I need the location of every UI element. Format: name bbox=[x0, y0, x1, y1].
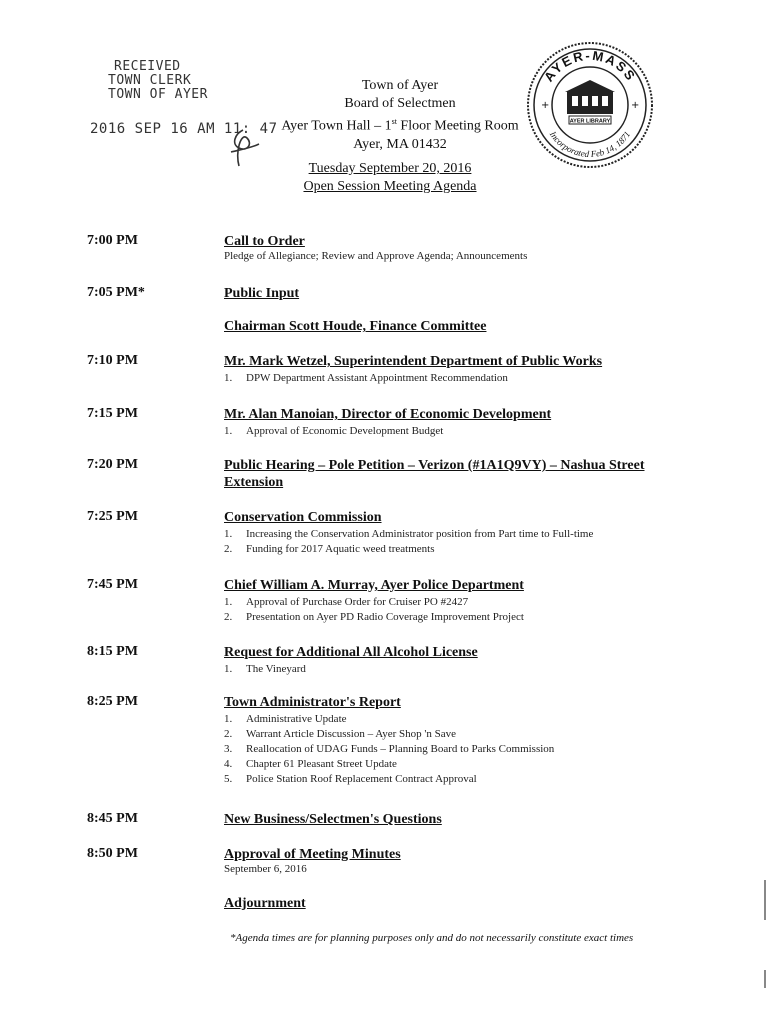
subitem: 1. Administrative Update bbox=[224, 713, 347, 725]
item-title: Mr. Alan Manoian, Director of Economic Development bbox=[224, 407, 552, 422]
seal-top-text: AYER-MASS bbox=[540, 47, 640, 85]
item-time: 7:25 PM bbox=[87, 509, 138, 524]
town-address: Ayer, MA 01432 bbox=[353, 136, 447, 152]
item-time: 8:25 PM bbox=[87, 694, 138, 709]
item-note: Pledge of Allegiance; Review and Approve Agenda; Announcements bbox=[224, 250, 528, 262]
received-stamp bbox=[90, 60, 208, 102]
item-note: September 6, 2016 bbox=[224, 863, 307, 875]
item-title: Public Input bbox=[224, 286, 300, 301]
seal-bottom-text: Incorporated Feb 14, 1871 bbox=[547, 129, 633, 160]
svg-text:AYER-MASS bbox=[541, 48, 639, 85]
scan-edge-mark bbox=[764, 880, 766, 920]
item-subitems bbox=[224, 424, 443, 439]
scan-edge-mark bbox=[764, 970, 766, 988]
item-time: 8:50 PM bbox=[87, 846, 138, 861]
subitem: 4. Chapter 61 Pleasant Street Update bbox=[224, 758, 397, 770]
subitem: 1. Approval of Economic Development Budget bbox=[224, 425, 444, 437]
subitem: 5. Police Station Roof Replacement Contract Approval bbox=[224, 773, 477, 785]
item-subitems bbox=[224, 595, 524, 625]
item-subitems bbox=[224, 527, 593, 557]
item-title: New Business/Selectmen's Questions bbox=[224, 812, 442, 827]
item-title: Chairman Scott Houde, Finance Committee bbox=[224, 319, 487, 334]
item-title: Approval of Meeting Minutes bbox=[224, 847, 401, 862]
item-time: 7:45 PM bbox=[87, 577, 138, 592]
item-title: Town Administrator's Report bbox=[224, 695, 401, 710]
meeting-location: Ayer Town Hall – 1st Floor Meeting Room bbox=[281, 117, 519, 134]
item-title: Call to Order bbox=[224, 234, 305, 249]
stamp-date: 2016 SEP 16 AM 11: 47 bbox=[90, 121, 278, 137]
item-title: Chief William A. Murray, Ayer Police Department bbox=[224, 578, 524, 593]
svg-text:Incorporated Feb 14, 1871 bbox=[547, 129, 632, 159]
subitem: 3. Reallocation of UDAG Funds – Planning Board to Parks Commission bbox=[224, 743, 555, 755]
seal-center-text: AYER LIBRARY bbox=[569, 118, 611, 125]
town-seal bbox=[525, 40, 655, 170]
item-title: Mr. Mark Wetzel, Superintendent Department of Public Works bbox=[224, 354, 603, 369]
item-time: 7:05 PM* bbox=[87, 285, 145, 300]
meeting-date: Tuesday September 20, 2016 bbox=[308, 161, 472, 176]
subitem: 1. Approval of Purchase Order for Cruiser PO #2427 bbox=[224, 596, 469, 608]
stamp-received: RECEIVED bbox=[114, 59, 181, 74]
item-title: Public Hearing – Pole Petition – Verizon (#1A1Q9VY) – Nashua Street Extension bbox=[224, 458, 645, 490]
meeting-type: Open Session Meeting Agenda bbox=[303, 179, 477, 194]
item-title: Adjournment bbox=[224, 896, 306, 911]
subitem: 2. Presentation on Ayer PD Radio Coverage Improvement Project bbox=[224, 611, 524, 623]
svg-text:+: + bbox=[541, 100, 550, 111]
item-time: 7:10 PM bbox=[87, 353, 138, 368]
subitem: 2. Warrant Article Discussion – Ayer Shop 'n Save bbox=[224, 728, 456, 740]
subitem: 1. Increasing the Conservation Administrator position from Part time to Full-time bbox=[224, 528, 594, 540]
item-subitems bbox=[224, 371, 508, 386]
item-time: 7:15 PM bbox=[87, 406, 138, 421]
stamp-town-clerk: TOWN CLERK bbox=[108, 73, 192, 88]
item-title: Request for Additional All Alcohol License bbox=[224, 645, 478, 660]
agenda-footnote: *Agenda times are for planning purposes only and do not necessarily constitute exact times bbox=[230, 932, 634, 944]
meeting-heading bbox=[220, 160, 560, 196]
item-subitems bbox=[224, 712, 554, 787]
subitem: 1. DPW Department Assistant Appointment Recommendation bbox=[224, 372, 508, 384]
stamp-town: TOWN OF AYER bbox=[108, 87, 208, 102]
item-time: 8:45 PM bbox=[87, 811, 138, 826]
svg-text:+: + bbox=[631, 100, 640, 111]
item-title: Conservation Commission bbox=[224, 510, 382, 525]
item-time: 7:00 PM bbox=[87, 233, 138, 248]
item-subitems bbox=[224, 662, 306, 677]
subitem: 1. The Vineyard bbox=[224, 663, 306, 675]
item-time: 8:15 PM bbox=[87, 644, 138, 659]
subitem: 2. Funding for 2017 Aquatic weed treatments bbox=[224, 543, 435, 555]
board-name: Board of Selectmen bbox=[344, 96, 456, 111]
item-time: 7:20 PM bbox=[87, 457, 138, 472]
town-name: Town of Ayer bbox=[361, 78, 439, 93]
